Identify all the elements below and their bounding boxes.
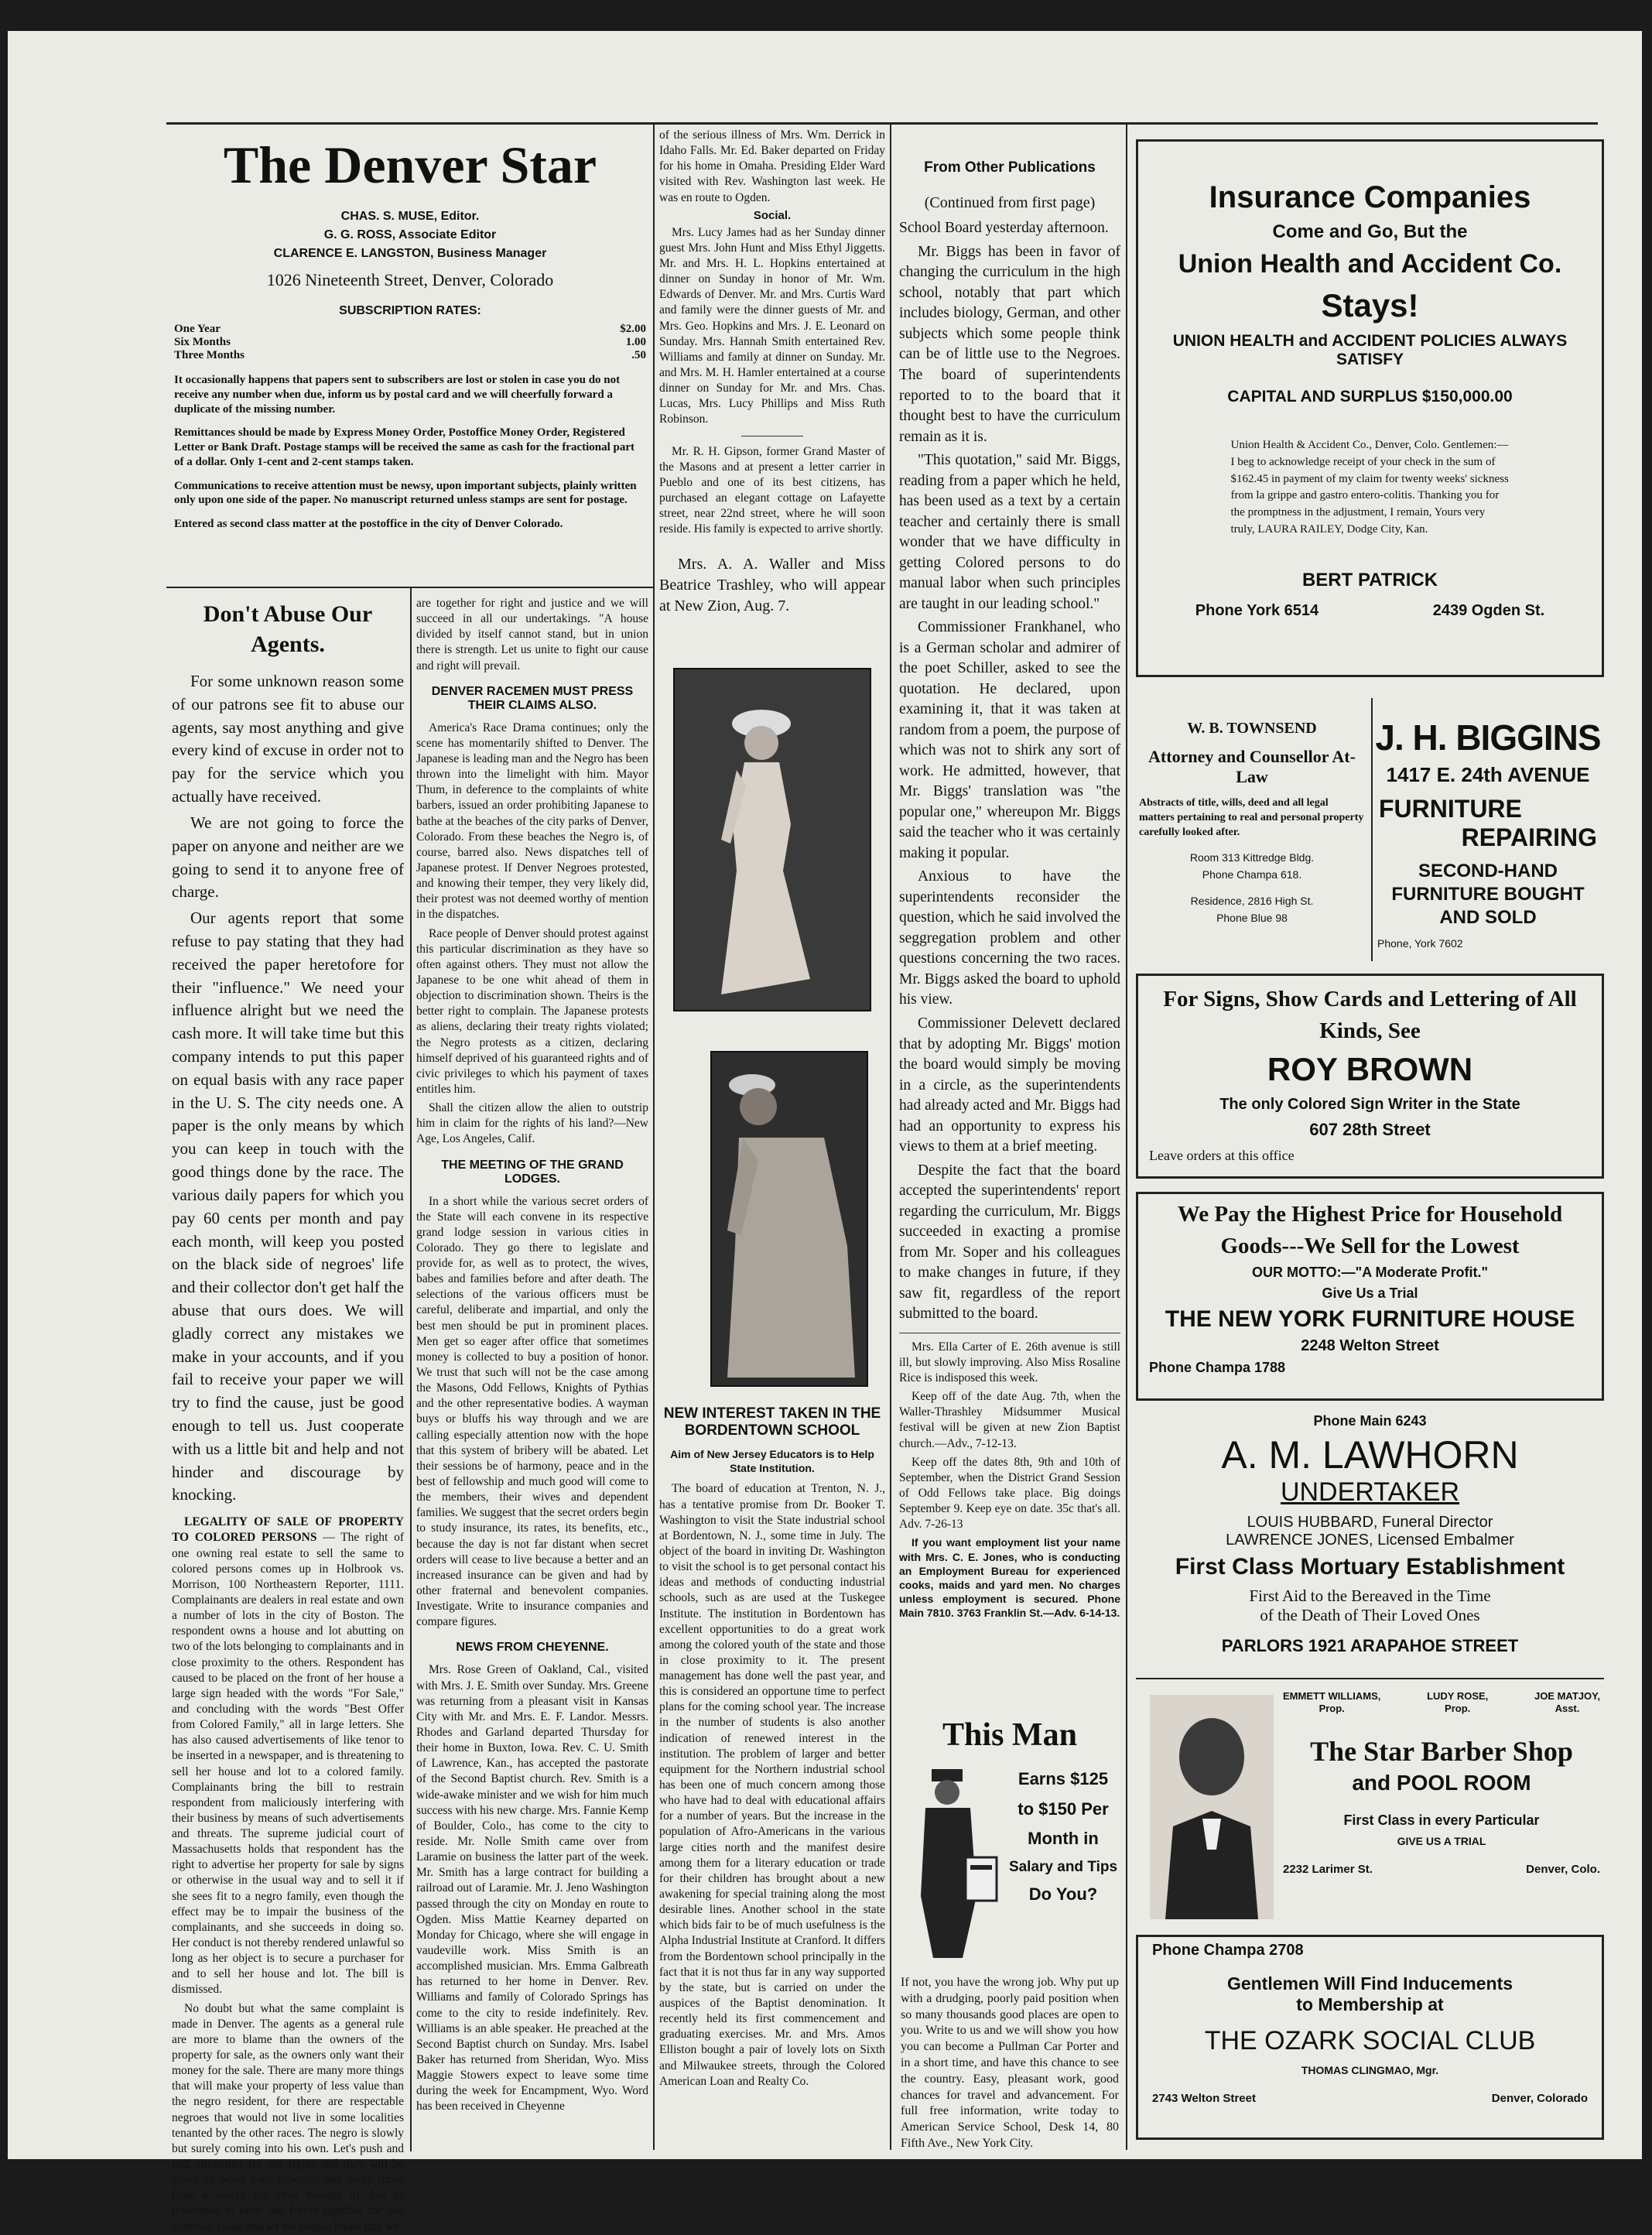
- lawhorn-undertaker-ad: [1136, 1408, 1604, 1672]
- legal-body-continued: No doubt but what the same complaint is made in Denver. The agents as a general rule are more to blame than the owners of the property for sale, as the owners only want their money for the sale. There are many more things that will make your property of less value than the negro resident, for there are respectable negroes that would not live in some localities tenanted by the other races. The negro is slowly but surely coming into his own. Let's push and pull altogether for our rights and they will be given up when least expected and many times from a source not even thought of. Let us remember to unite our forces together for one common cause and let the people know that we: [172, 2001, 404, 2233]
- masthead: [174, 130, 646, 583]
- ozark-line: Gentlemen Will Find Inducements: [1226, 1973, 1513, 1994]
- lawhorn-parlors: PARLORS 1921 ARAPAHOE STREET: [1221, 1636, 1519, 1655]
- townsend-phone: Phone Blue 98: [1216, 911, 1288, 924]
- masthead-rule: [166, 587, 654, 588]
- insurance-street: 2439 Ogden St.: [1432, 601, 1545, 619]
- this-man-line: Do You?: [1028, 1884, 1098, 1904]
- barber-city: Denver, Colo.: [1526, 1863, 1600, 1876]
- note-item: Keep off the dates 8th, 9th and 10th of September, when the District Grand Session of Odd Fellows take place. Big doings September 9. Keep eye on date. 35c that's all. Adv. 7-26-13: [899, 1455, 1120, 1532]
- note-item: If you want employment list your name with Mrs. C. E. Jones, who is conducting an Employment Bureau for experienced cooks, maids and yard men. No charges unless employment is secured. Phone Main 7810. 3763 Franklin St.—Adv. 6-14-13.: [899, 1536, 1120, 1620]
- lawhorn-embalmer: LAWRENCE JONES, Licensed Embalmer: [1226, 1532, 1514, 1549]
- article-paragraph: Commissioner Delevett declared that by adopting Mr. Biggs' motion the board would simply be moving in a circle, as the superintendents had already acted and Mr. Biggs had had an opportunity to express his views to them at a brief meeting.: [899, 1015, 1120, 1155]
- woman-portrait-icon: [712, 1052, 867, 1385]
- lawhorn-director: LOUIS HUBBARD, Funeral Director: [1247, 1514, 1493, 1531]
- school-article: [659, 1401, 885, 2148]
- furniture-address: 2248 Welton Street: [1301, 1337, 1439, 1355]
- col3-top-text: of the serious illness of Mrs. Wm. Derrick in Idaho Falls. Mr. Ed. Baker departed on Friday for his home in Omaha. Presiding Elder Ward visited with Rev. Washington last week. He was en route to Ogden.: [659, 128, 885, 204]
- racemen-body: Race people of Denver should protest against this particular discrimination as they have so often against others. They must not allow the Japanese to be one whit ahead of them in objection to discrimination shown. Theirs is the better right to complain. The Japanese protests as aliens, declaring their treaty rights violated; the Negro protests as a citizen, declaring himself deprived of his guaranteed rights and of civic privileges to which his payment of taxes entitles him.: [416, 926, 648, 1096]
- rates-heading: SUBSCRIPTION RATES:: [339, 304, 481, 317]
- woman-portrait-icon: [675, 669, 870, 1010]
- lawhorn-establishment: First Class Mortuary Establishment: [1175, 1554, 1565, 1580]
- article-paragraph: Anxious to have the superintendents reconsider the question, which he said involved the seggregation problem and other questions concerning the two races. Mr. Biggs asked the board to uphold his view.: [899, 868, 1120, 1008]
- this-man-line: to $150 Per: [1018, 1799, 1109, 1819]
- news-column-4: [899, 155, 1120, 1726]
- furniture-phone: Phone Champa 1788: [1149, 1360, 1286, 1376]
- furniture-house-ad: [1136, 1192, 1604, 1401]
- news-column-2: [416, 596, 648, 2148]
- townsend-phone: Phone Champa 618.: [1202, 868, 1302, 881]
- lawhorn-aid: of the Death of Their Loved Ones: [1260, 1606, 1480, 1624]
- insurance-line: UNION HEALTH and ACCIDENT POLICIES ALWAYS SATISFY: [1172, 332, 1568, 368]
- rate-row: One Year $2.00: [174, 323, 646, 335]
- racemen-body: Shall the citizen allow the alien to outstrip him in claim for the rights of his land?—New Age, Los Angeles, Calif.: [416, 1101, 648, 1146]
- lawhorn-title: UNDERTAKER: [1280, 1477, 1460, 1507]
- ozark-city: Denver, Colorado: [1491, 2092, 1588, 2105]
- roy-line: Leave orders at this office: [1149, 1148, 1295, 1164]
- business-manager-line: CLARENCE E. LANGSTON, Business Manager: [273, 247, 547, 260]
- furniture-trial: Give Us a Trial: [1322, 1285, 1418, 1302]
- column-rule: [890, 122, 891, 2150]
- social-body: Mrs. Lucy James had as her Sunday dinner guest Mrs. John Hunt and Miss Ethyl Jiggetts. Mr. and Mrs. H. L. Hopkins entertained at dinner on Sunday in honor of Mr. Wm. Edwards of Denver. Mr. and Mrs. Curtis Ward and family were the dinner guests of Mr. and Mrs. Geo. Hopkins and Mrs. J. E. Leonard on Sunday. Mrs. Hannah Smith entertained Rev. Williams and family at dinner on Sunday. Mr. and Mrs. M. H. Hamler entertained at a course dinner on Sunday for Mr. and Mrs. Chas. Lucas, Mrs. Lucy Phillips and Miss Ruth Robinson.: [659, 225, 885, 426]
- school-body: The board of education at Trenton, N. J., has a tentative promise from Dr. Booker T. Washington to visit the State industrial school at Bordentown, N. J., some time in July. The object of the board in inviting Dr. Washington to visit the school is to get personal contact his ideas and methods of conducting industrial schools, such as are used at the Tuskegee Institute. The institution in Bordentown has excellent opportunities to do a great work among the colored youth of the state and those in close proximity to it. The present management has done well the past year, and this is considered an opportune time to perfect plans for the coming school year. The increase in the number of students is also another indication of renewed interest in the institution. The problem of larger and better equipment for the Northern industrial school has been one of much concern among those who have had to deal with educational affairs for a number of years. But the increase in the population of Afro-Americans in the various large cities north and the manifest desire among them for a literary education or trade for their children has brought about a new awakening for special training along the most desirable lines. Another school in the state which bids fair to be of much usefulness is the Alpha Industrial Institute at Cranford. It differs from the Bordentown school principally in the fact that it is not thus far in any way supported by the state, but is carried on under the auspices of the Baptist denomination. It recently held its first commencement and graduating exercises. Mr. and Mrs. Amos Elliston bought a pair of lovely lots on Sixth and Milwaukee streets, through the Colored American Loan and Realty Co.: [659, 1482, 885, 2088]
- townsend-name: W. B. TOWNSEND: [1187, 720, 1317, 737]
- insurance-line: Stays!: [1321, 287, 1419, 323]
- biggins-name: J. H. BIGGINS: [1375, 717, 1601, 758]
- article-paragraph: Despite the fact that the board accepted the superintendents' report regarding the curriculum, Mr. Biggs succeeded in exacting a promise from Mr. Soper and his colleagues to make changes in future, if they saw fit, regardless of the report submitted to the board.: [899, 1162, 1120, 1323]
- barber-assistant: JOE MATJOY,: [1534, 1690, 1600, 1702]
- top-rule: [166, 122, 1598, 125]
- townsend-ad: [1136, 698, 1368, 961]
- school-headline: NEW INTEREST TAKEN IN THE BORDENTOWN SCHOOL: [663, 1405, 881, 1439]
- editorial-paragraph: For some unknown reason some of our patrons see fit to abuse our agents, say most anything and give every kind of excuse in order not to pay for the service which you actually have received.: [172, 672, 404, 806]
- editor-line: CHAS. S. MUSE, Editor.: [340, 210, 480, 223]
- barber-proprietor: LUDY ROSE,: [1427, 1690, 1489, 1702]
- insurance-letter: Union Health & Accident Co., Denver, Colo. Gentlemen:—I beg to acknowledge receipt of your check in the sum of $162.45 in payment of my claim for twenty weeks' sickness from la grippe and gastro entero-colitis. Thanking you for the promptness in the adjustment, I remain, Yours very truly, LAURA RAILEY, Dodge City, Kan.: [1230, 439, 1509, 536]
- this-man-ad: [898, 1710, 1122, 2150]
- townsend-desc: Abstracts of title, wills, deed and all legal matters pertaining to real and personal property carefully looked after.: [1139, 797, 1364, 838]
- biggins-line: FURNITURE: [1379, 795, 1522, 823]
- gipson-item: Mr. R. H. Gipson, former Grand Master of the Masons and at present a letter carrier in Pueblo and one of its best citizens, has purchased an elegant cottage on Lafayette street, near 22nd street, where he will soon reside. His family is expected to arrive shortly.: [659, 444, 885, 536]
- school-subheadline: Aim of New Jersey Educators is to Help State Institution.: [670, 1448, 874, 1475]
- ozark-name: THE OZARK SOCIAL CLUB: [1204, 2026, 1536, 2055]
- editorial-headline: Don't Abuse Our Agents.: [203, 601, 373, 657]
- continued-note: (Continued from first page): [924, 194, 1096, 211]
- furniture-motto: OUR MOTTO:—"A Moderate Profit.": [1251, 1265, 1489, 1281]
- insurance-agent: BERT PATRICK: [1301, 569, 1438, 590]
- legal-body: The right of one owning real estate to sell the same to colored persons comes up in Holbrook vs. Morrison, 100 Northeastern Reporter, 1111. Complainants are dealers in real estate and own a number of lots in the city of Boston. The respondent owns a house and lot abutting on two of the lots belonging to complainants and in close proximity to the others. Respondent has caused to be placed on the front of her house a large sign headed with the words "For Sale," and concluding with the words "Best Offer from Colored Family," all in large letters. She has also caused advertisements of like tenor to be inserted in a newspaper, and is threatening to sell her house and lot to a colored family. Complainants bring the bill to restrain respondent from maliciously interfering with their business by means of such advertisements and threats. The supreme judicial court of Massachusetts holds that respondent has the right to advertise her property for sale by signs or otherwise in the usual way and to sell it if she sees fit to a negro family, even though the effect may be to impair the business of the complainants, and she succeeds in doing so. Her conduct is not thereby rendered unlawful so long as her object is to secure a purchaser for and to sell her house and lot. The bill is dismissed.: [172, 1531, 404, 1997]
- ozark-manager: THOMAS CLINGMAO, Mgr.: [1301, 2064, 1439, 2076]
- insurance-line: CAPITAL AND SURPLUS $150,000.00: [1227, 388, 1513, 406]
- insurance-line: Union Health and Accident Co.: [1178, 249, 1562, 279]
- rates-table: [174, 323, 646, 362]
- lawhorn-phone: Phone Main 6243: [1313, 1413, 1427, 1429]
- article-paragraph: Mr. Biggs has been in favor of changing the curriculum in the high school, notably that part which includes biology, German, and other subjects which some people think can be of little use to the Negroes. The board of superintendents reported to to the board that it thought best to have the curriculum remain as it is.: [899, 243, 1120, 445]
- note-item: Keep off of the date Aug. 7th, when the Waller-Thrashley Midsummer Musical festival will be given at new Zion Baptist church.—Adv., 7-12-13.: [899, 1390, 1120, 1450]
- cheyenne-headline: NEWS FROM CHEYENNE.: [456, 1641, 609, 1655]
- social-headline: Social.: [753, 208, 792, 222]
- roy-line: For Signs, Show Cards and Lettering of All Kinds, See: [1163, 987, 1577, 1043]
- lodges-headline: THE MEETING OF THE GRAND LODGES.: [441, 1158, 624, 1186]
- barber-name: The Star Barber Shop: [1310, 1736, 1573, 1767]
- roy-line: The only Colored Sign Writer in the State: [1219, 1096, 1520, 1114]
- townsend-title: Attorney and Counsellor At-Law: [1148, 747, 1356, 786]
- racemen-body: America's Race Drama continues; only the scene has momentarily shifted to Denver. The Japanese is leading man and the Negro has been thrown into the limelight with him. Mayor Thum, in deference to the complaints of white barbers, issued an order prohibiting Japanese to bathe at the beaches of the city parks of Denver, Colorado. From these beaches the Negro is, of course, barred also. News dispatches tell of Japanese protest. If Denver Negroes protested, and knowing their temper, they very likely did, their protest was not deemed worthy of mention in the dispatches.: [416, 720, 648, 922]
- lawhorn-name: A. M. LAWHORN: [1221, 1433, 1519, 1477]
- other-publications-headline: From Other Publications: [924, 159, 1096, 176]
- newspaper-page: [8, 31, 1642, 2233]
- biggins-line: REPAIRING: [1461, 823, 1597, 851]
- this-man-body: If not, you have the wrong job. Why put up with a drudging, poorly paid position when so many thousands good places are open to you. Write to us and we will show you how you can become a Pullman Car Porter and in a short time, and have this chance to see the country. Easy, pleasant work, good chances for travel and advancement. For full free information, write today to American Service School, Desk 14, 80 Fifth Ave., New York City.: [901, 1976, 1119, 2150]
- barber-proprietor: EMMETT WILLIAMS,: [1283, 1690, 1381, 1702]
- barber-sub: and POOL ROOM: [1352, 1771, 1531, 1795]
- barber-line: First Class in every Particular: [1343, 1812, 1540, 1828]
- townsend-room: Room 313 Kittredge Bldg.: [1189, 851, 1315, 864]
- man-portrait-icon: [1150, 1695, 1274, 1919]
- article-paragraph: Commissioner Frankhanel, who is a German scholar and admirer of the poet Schiller, asked to see the quotation. He declared, upon examining it, that it was taken at random from a poem, the purpose of which was not to shirk any sort of work. He admitted, however, that Mr. Biggs' translation was "the popular one," whereupon Mr. Biggs said the teacher who it was certainly making it popular.: [899, 619, 1120, 861]
- editorial-paragraph: We are not going to force the paper on anyone and neither are we going to send it to anyone free of charge.: [172, 813, 404, 902]
- roy-address: 607 28th Street: [1309, 1120, 1431, 1140]
- waller-caption: Mrs. A. A. Waller and Miss Beatrice Trashley, who will appear at New Zion, Aug. 7.: [659, 556, 885, 615]
- notice-remittance: Remittances should be made by Express Money Order, Postoffice Money Order, Registered Letter or Bank Draft. Postage stamps will be received the same as cash for the fractional part of a dollar. Only 1-cent and 2-cent stamps taken.: [174, 426, 635, 468]
- furniture-name: THE NEW YORK FURNITURE HOUSE: [1165, 1306, 1575, 1333]
- racemen-headline: DENVER RACEMEN MUST PRESS THEIR CLAIMS ALSO.: [431, 684, 634, 712]
- cheyenne-body: Mrs. Rose Green of Oakland, Cal., visited with Mrs. J. E. Smith over Sunday. Mrs. Greene was returning from a pleasant visit in Kansas City with Mr. and Mrs. E. F. Landor. Messrs. Rhodes and Garland departed Thursday for their home in Buxton, Iowa. Rev. C. U. Smith of Lawrence, Kan., has accepted the pastorate of the Second Baptist church. Rev. Smith is a wide-awake minister and we wish for him much success with his new charge. Mrs. Fannie Kemp of Boulder, Colo., has come to the city to reside. Mr. Nolle Smith came over from Laramie on business the latter part of the week. Mr. Smith has a large contract for building a railroad out of Laramie. Mr. J. Jeno Washington passed through the city on Monday en route to Ogden. Miss Mattie Kearney departed on Monday for Chicago, where she will engage in vaudeville work. Miss Smith is an accomplished musician. Mrs. Emma Galbreath has returned to her home in Denver. Rev. Williams and family of Colorado Springs has come to the city to reside indefinitely. Rev. Williams is an able speaker. He preached at the Second Baptist church on Sunday. Mrs. Isabel Baker has returned from Sheridan, Wyo. Miss Maggie Stowers expect to leave some time during the week for Encampment, Wyo. Word has been received in Cheyenne: [416, 1663, 648, 2113]
- porter-illustration: [902, 1764, 1003, 1966]
- ozark-line: to Membership at: [1296, 1994, 1444, 2014]
- this-man-line: Earns $125: [1018, 1769, 1109, 1788]
- associate-editor-line: G. G. ROSS, Associate Editor: [323, 228, 497, 241]
- biggins-ad: [1371, 698, 1603, 961]
- col2-top-text: are together for right and justice and we will succeed in all our undertakings. "A house divided by itself cannot stand, but in union there is strength. Let us unite to fight our cause and right will prevail.: [416, 597, 648, 673]
- furniture-line: We Pay the Highest Price for Household Goods---We Sell for the Lowest: [1177, 1202, 1563, 1258]
- portrait-photo-waller: [673, 668, 871, 1011]
- notice-entered: Entered as second class matter at the postoffice in the city of Denver Colorado.: [174, 518, 563, 530]
- legal-headline: LEGALITY OF SALE OF PROPERTY TO COLORED PERSONS: [172, 1515, 404, 1545]
- biggins-line: SECOND-HAND FURNITURE BOUGHT AND SOLD: [1391, 861, 1585, 928]
- ozark-phone: Phone Champa 2708: [1152, 1942, 1304, 1959]
- insurance-line: Insurance Companies: [1209, 180, 1531, 214]
- column-rule: [653, 122, 655, 2150]
- portrait-photo-trashley: [710, 1051, 868, 1387]
- editorial-paragraph: Our agents report that some refuse to pay stating that they had received the paper heretofore for their "influence." We need your influence alright but we need the cash more. It will take time but this company intends to put this paper on equal basis with any race paper in the U. S. The city needs one. A paper is the only means by which you can keep in touch with the good things done by the race. The various daily papers for which you pay 60 cents per month and pay each month, will keep you posted on the black side of negroes' life and their collector don't get half the abuse that ours does. We will gladly correct any mistakes we make in your accounts, and if you fail to receive your paper we will try to find the cause, just be good enough to tell us. Just cooperate with us a little bit and help and not hinder and discourage by knocking.: [172, 909, 404, 1504]
- barber-address: 2232 Larimer St.: [1283, 1863, 1373, 1876]
- notice-communications: Communications to receive attention must be newsy, upon important subjects, plainly written only upon one side of the paper. No manuscript returned unless stamps are sent for postage.: [174, 479, 637, 507]
- insurance-phone: Phone York 6514: [1195, 601, 1319, 619]
- rate-row: Three Months .50: [174, 349, 646, 361]
- lawhorn-aid: First Aid to the Bereaved in the Time: [1249, 1586, 1491, 1605]
- biggins-phone: Phone, York 7602: [1377, 937, 1463, 950]
- notice-lost: It occasionally happens that papers sent to subscribers are lost or stolen in case you do not receive any number when due, inform us by postal card and we will cheerfully forward a duplicate of the missing number.: [174, 374, 621, 416]
- townsend-residence: Residence, 2816 High St.: [1190, 894, 1314, 907]
- biggins-address: 1417 E. 24th AVENUE: [1386, 763, 1590, 786]
- ozark-address: 2743 Welton Street: [1152, 2092, 1256, 2105]
- roy-name: ROY BROWN: [1267, 1051, 1473, 1088]
- roy-brown-ad: [1136, 974, 1604, 1179]
- article-paragraph: "This quotation," said Mr. Biggs, reading from a paper which he held, has been used as a text by a certain teacher and certainly there is small wonder that we have difficulty in getting Colored persons to do manual labor when such principles are taught in our leading school.": [899, 452, 1120, 612]
- barber-trial: GIVE US A TRIAL: [1397, 1835, 1486, 1847]
- ozark-club-ad: [1136, 1935, 1604, 2140]
- this-man-line: Salary and Tips: [1008, 1858, 1118, 1875]
- lodges-body: In a short while the various secret orders of the State will each convene in its respective grand lodge session in various cities in Colorado. They go there to legislate and provide for, as well as to protect, the wives, babes and families before and after death. The selections of the various officers must be careful, deliberate and impartial, and only the best men should be put in prominent places. Men get so eager after office that sometimes money is collected to buy a position of honor. We trust that such will not be the case among the Masons, Odd Fellows, Knights of Pythias and the other representative bodies. A wayman buys or bluffs his way through and we are calling especially attention now with the hope that this system of bribery will be abated. Let their sessions be of harmony, peace and in the best of fellowship and much good will come to the members, their wives and dependent families. We suggest that the secret orders begin to study insurance, its rates, its benefits, etc., because the day is not far distant when secret orders will cease to live because a better and an increased insurance can be given and had by other fraternal and benevolent companies. Investigate. Write to insurance companies and compare figures.: [416, 1194, 648, 1629]
- article-paragraph: School Board yesterday afternoon.: [899, 220, 1109, 237]
- editorial-column: Don't Abuse Our Agents. For some unknown reason some of our patrons see fit to abuse our agents, say most anything and give every kind of excuse in order not to pay for the service which you actually have received. We are not going to force the paper on anyone and neither are we going to send it to anyone free of charge. Our agents report that some refuse to pay stating that they had received the paper heretofore for their "influence." We need your influence alright but we need the cash more. It will take time but this company intends to put this paper on equal basis with any race paper in the U. S. The city needs one. A paper is the only means by which you can keep in touch with the good things done by the race. The various daily papers for which you pay 60 cents per month and pay each month, will keep you posted on the black side of negroes' life and their collector don't get half the abuse that ours does. We will gladly correct any mistakes we make in your accounts, and if you fail to receive your paper we will try to find the cause, just be good enough to tell us. Just cooperate with us a little bit and help and not hinder and discourage by knocking. LEGALITY OF SALE OF PROPERTY TO COLORED PERSONS — The right of one owning real estate to sell the same to colored persons comes up in Holbrook vs. Morrison, 100 Northeastern Reporter, 1111. Complainants are dealers in real estate and own a number of lots in the city of Boston. The respondent owns a house and lot abutting on two of the lots belonging to complainants and in close proximity to the others. Respondent has caused to be placed on the front of her house a large sign headed with the words "For Sale," and concluding with the words "Best Offer from Colored Family," all in large letters. She has also caused advertisements of like tenor to be inserted in a newspaper, and is threatening to sell her house and lot to a colored family. Complainants bring the bill to restrain respondent from maliciously interfering with their business by means of such advertisements and threats. The supreme judicial court of Massachusetts holds that respondent has the right to advertise her property for sale by signs or otherwise in the usual way and to sell it if she sees fit to a negro family, even though the effect may be to impair the business of the complainants, and she succeeds in doing so. Her conduct is not thereby rendered unlawful so long as her object is to secure a purchaser for and to sell her house and lot. The bill is dismissed. No doubt but what the same complaint is made in Denver. The agents as a general rule are more to blame than the owners of the property for sale, as the owners only want their money for the sale. There are many more things that will make your property of less value than the negro resident, for there are respectable negroes that would not live in some localities tenanted by the other races. The negro is slowly but surely coming into his own. Let's push and pull altogether for our rights and they will be given up when least expected and many times from a source not even thought of. Let us remember to unite our forces together for one common cause and let the people know that we: [172, 596, 404, 2148]
- porter-icon: [902, 1764, 1003, 1966]
- column-rule: [410, 588, 412, 2151]
- insurance-line: Come and Go, But the: [1272, 221, 1468, 242]
- rate-row: Six Months 1.00: [174, 336, 646, 348]
- column-rule: [1126, 122, 1127, 2150]
- masthead-title: The Denver Star: [223, 135, 597, 194]
- this-man-line: Month in: [1028, 1829, 1099, 1848]
- note-item: Mrs. Ella Carter of E. 26th avenue is still ill, but slowly improving. Also Miss Rosaline Rice is indisposed this week.: [899, 1340, 1120, 1384]
- masthead-address: 1026 Nineteenth Street, Denver, Colorado: [266, 270, 554, 289]
- barber-shop-ad: EMMETT WILLIAMS, Prop. LUDY ROSE, Prop. JOE MATJOY, Asst. The Star Barber Shop and POOL ROOM First Class in every Particular GIVE US A TRIAL 2232 Larimer St. Denver, Colo.: [1136, 1678, 1604, 1925]
- this-man-title: This Man: [942, 1717, 1077, 1753]
- insurance-ad: [1136, 139, 1604, 677]
- barber-photo: [1150, 1695, 1274, 1919]
